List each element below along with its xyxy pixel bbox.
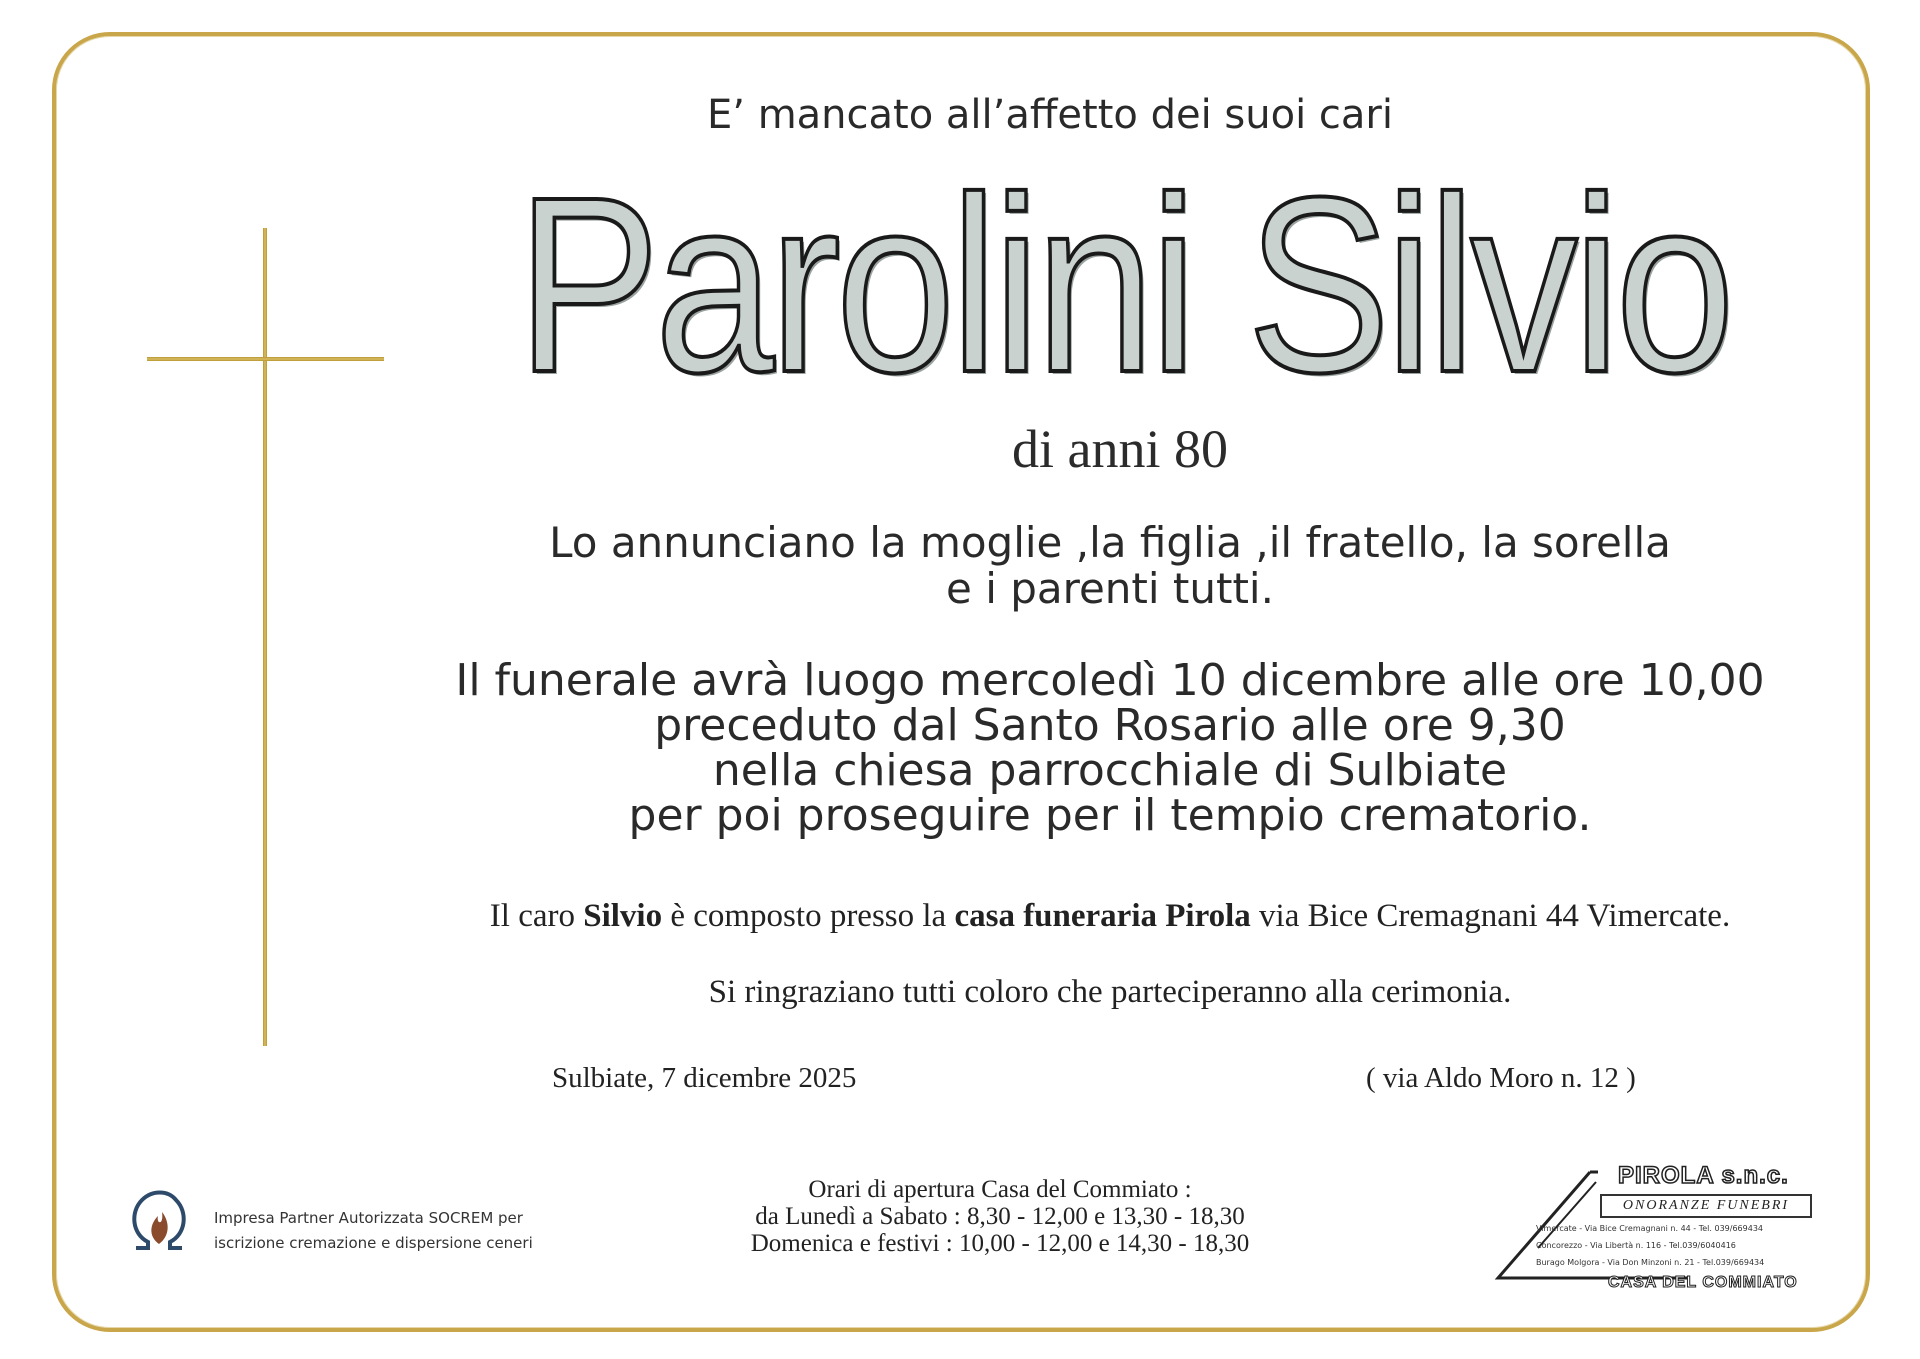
pirola-name: PIROLA s.n.c. [1618,1162,1789,1189]
pirola-addresses [1536,1220,1764,1271]
hours-weekdays: da Lunedì a Sabato : 8,30 - 12,00 e 13,30 - 18,30 [755,1203,1245,1230]
pirola-address-3: Burago Molgora - Via Don Minzoni n. 21 - Tel.039/669434 [1536,1258,1765,1267]
viewing-pre: Il caro [489,898,584,934]
place-date: Sulbiate, 7 dicembre 2025 [552,1062,857,1094]
hours-title: Orari di apertura Casa del Commiato : [808,1176,1192,1203]
deceased-name: Parolini Silvio [516,145,1730,424]
viewing-location [380,898,1840,935]
viewing-place: casa funeraria Pirola [954,898,1251,934]
hours-holidays: Domenica e festivi : 10,00 - 12,00 e 14,30 - 18,30 [750,1230,1250,1257]
socrem-line-1: Impresa Partner Autorizzata SOCREM per [214,1209,523,1227]
viewing-post: via Bice Cremagnani 44 Vimercate. [1250,898,1731,934]
socrem-omega-flame-icon [118,1182,198,1262]
cross-vertical-bar [263,228,267,1046]
funeral-line-1: Il funerale avrà luogo mercoledì 10 dicembre alle ore 10,00 [455,655,1765,706]
cross-horizontal-bar [147,357,384,361]
socrem-info [214,1206,533,1256]
pirola-address-2: Concorezzo - Via Libertà n. 116 - Tel.039/6040416 [1536,1241,1736,1250]
pirola-logo [1478,1158,1838,1298]
funeral-info [400,655,1820,841]
announcement [420,520,1800,612]
intro-text: E’ mancato all’affetto dei suoi cari [707,92,1393,138]
pirola-subtitle: ONORANZE FUNEBRI [1600,1194,1812,1218]
family-address: ( via Aldo Moro n. 12 ) [1366,1062,1636,1094]
funeral-line-2: preceduto dal Santo Rosario alle ore 9,30 [654,700,1566,751]
pirola-address-1: Vimercate - Via Bice Cremagnani n. 44 - Tel. 039/669434 [1536,1224,1763,1233]
viewing-name: Silvio [583,898,663,934]
opening-hours [700,1176,1300,1257]
pirola-casa-commiato: CASA DEL COMMIATO [1608,1274,1798,1291]
age-text: di anni 80 [1012,419,1228,479]
funeral-line-4: per poi proseguire per il tempio crematorio. [628,790,1592,841]
funeral-line-3: nella chiesa parrocchiale di Sulbiate [712,745,1508,796]
thanks-text: Si ringraziano tutti coloro che parteciperanno alla cerimonia. [708,974,1512,1010]
socrem-line-2: iscrizione cremazione e dispersione ceneri [214,1234,533,1252]
announcement-line-1: Lo annunciano la moglie ,la figlia ,il fratello, la sorella [549,518,1671,567]
announcement-line-2: e i parenti tutti. [946,564,1274,613]
viewing-mid: è composto presso la [662,898,955,934]
